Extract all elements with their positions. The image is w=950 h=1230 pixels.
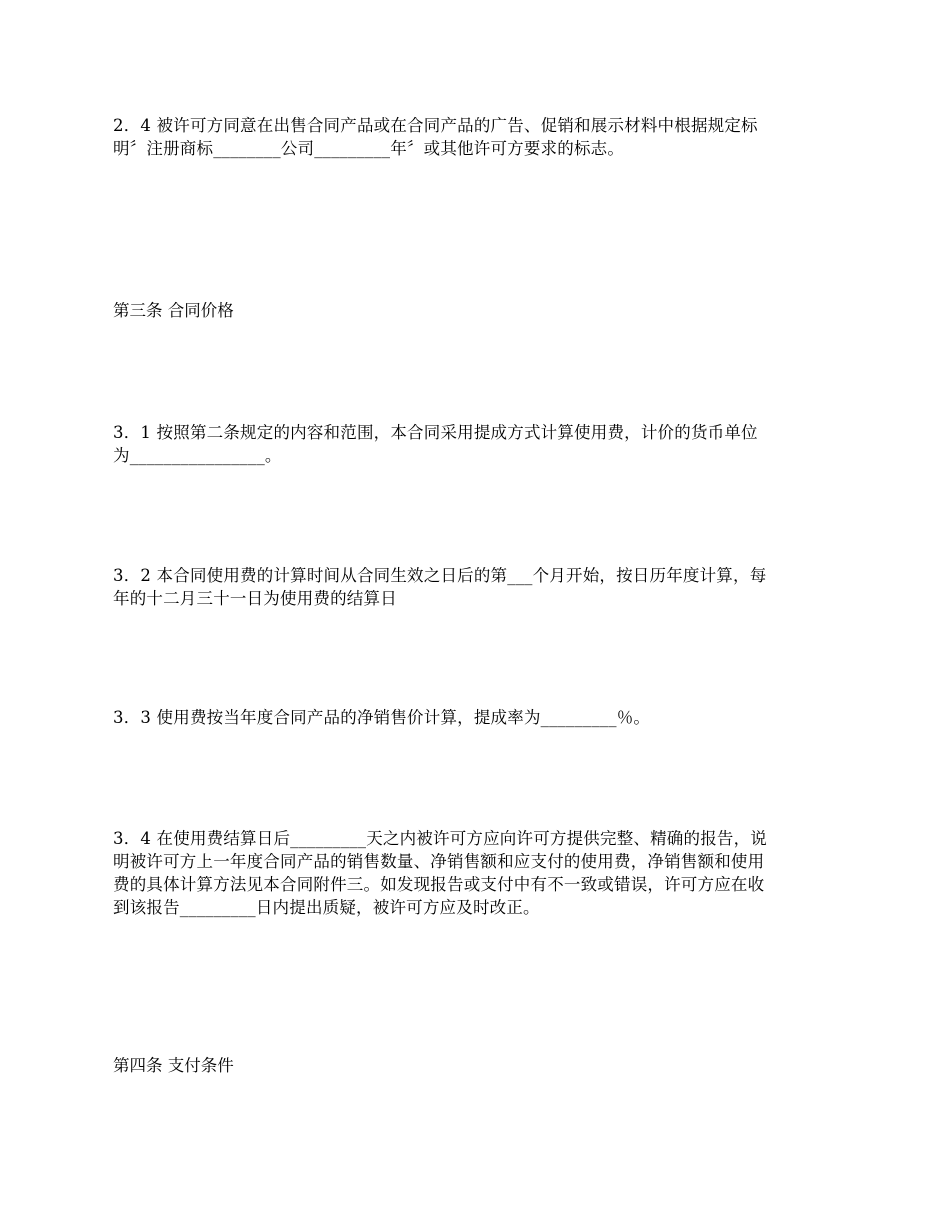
paragraph-line: 为________________。: [113, 446, 282, 465]
paragraph-line: 费的具体计算方法见本合同附件三。如发现报告或支付中有不一致或错误，许可方应在收: [113, 875, 765, 894]
paragraph-3-4: [113, 827, 841, 919]
paragraph-2-4: [113, 114, 841, 160]
article-3-heading: 第三条 合同价格: [113, 301, 234, 320]
paragraph-line: 3．3 使用费按当年度合同产品的净销售价计算，提成率为_________％。: [113, 708, 651, 727]
paragraph-line: 明〞注册商标________公司_________年〞或其他许可方要求的标志。: [113, 139, 625, 158]
paragraph-line: 年的十二月三十一日为使用费的结算日: [113, 589, 397, 608]
paragraph-3-3: [113, 706, 841, 729]
paragraph-line: 3．2 本合同使用费的计算时间从合同生效之日后的第___个月开始，按日历年度计算，每: [113, 566, 767, 585]
paragraph-line: 3．4 在使用费结算日后_________天之内被许可方应向许可方提供完整、精确的报告，说: [113, 829, 767, 848]
paragraph-line: 2．4 被许可方同意在出售合同产品或在合同产品的广告、促销和展示材料中根据规定标: [113, 116, 758, 135]
paragraph-3-1: [113, 421, 841, 467]
paragraph-line: 到该报告_________日内提出质疑，被许可方应及时改正。: [113, 898, 540, 917]
paragraph-line: 明被许可方上一年度合同产品的销售数量、净销售额和应支付的使用费，净销售额和使用: [113, 852, 765, 871]
article-4-heading: 第四条 支付条件: [113, 1056, 234, 1075]
paragraph-3-2: [113, 564, 841, 610]
paragraph-line: 3．1 按照第二条规定的内容和范围，本合同采用提成方式计算使用费，计价的货币单位: [113, 423, 758, 442]
